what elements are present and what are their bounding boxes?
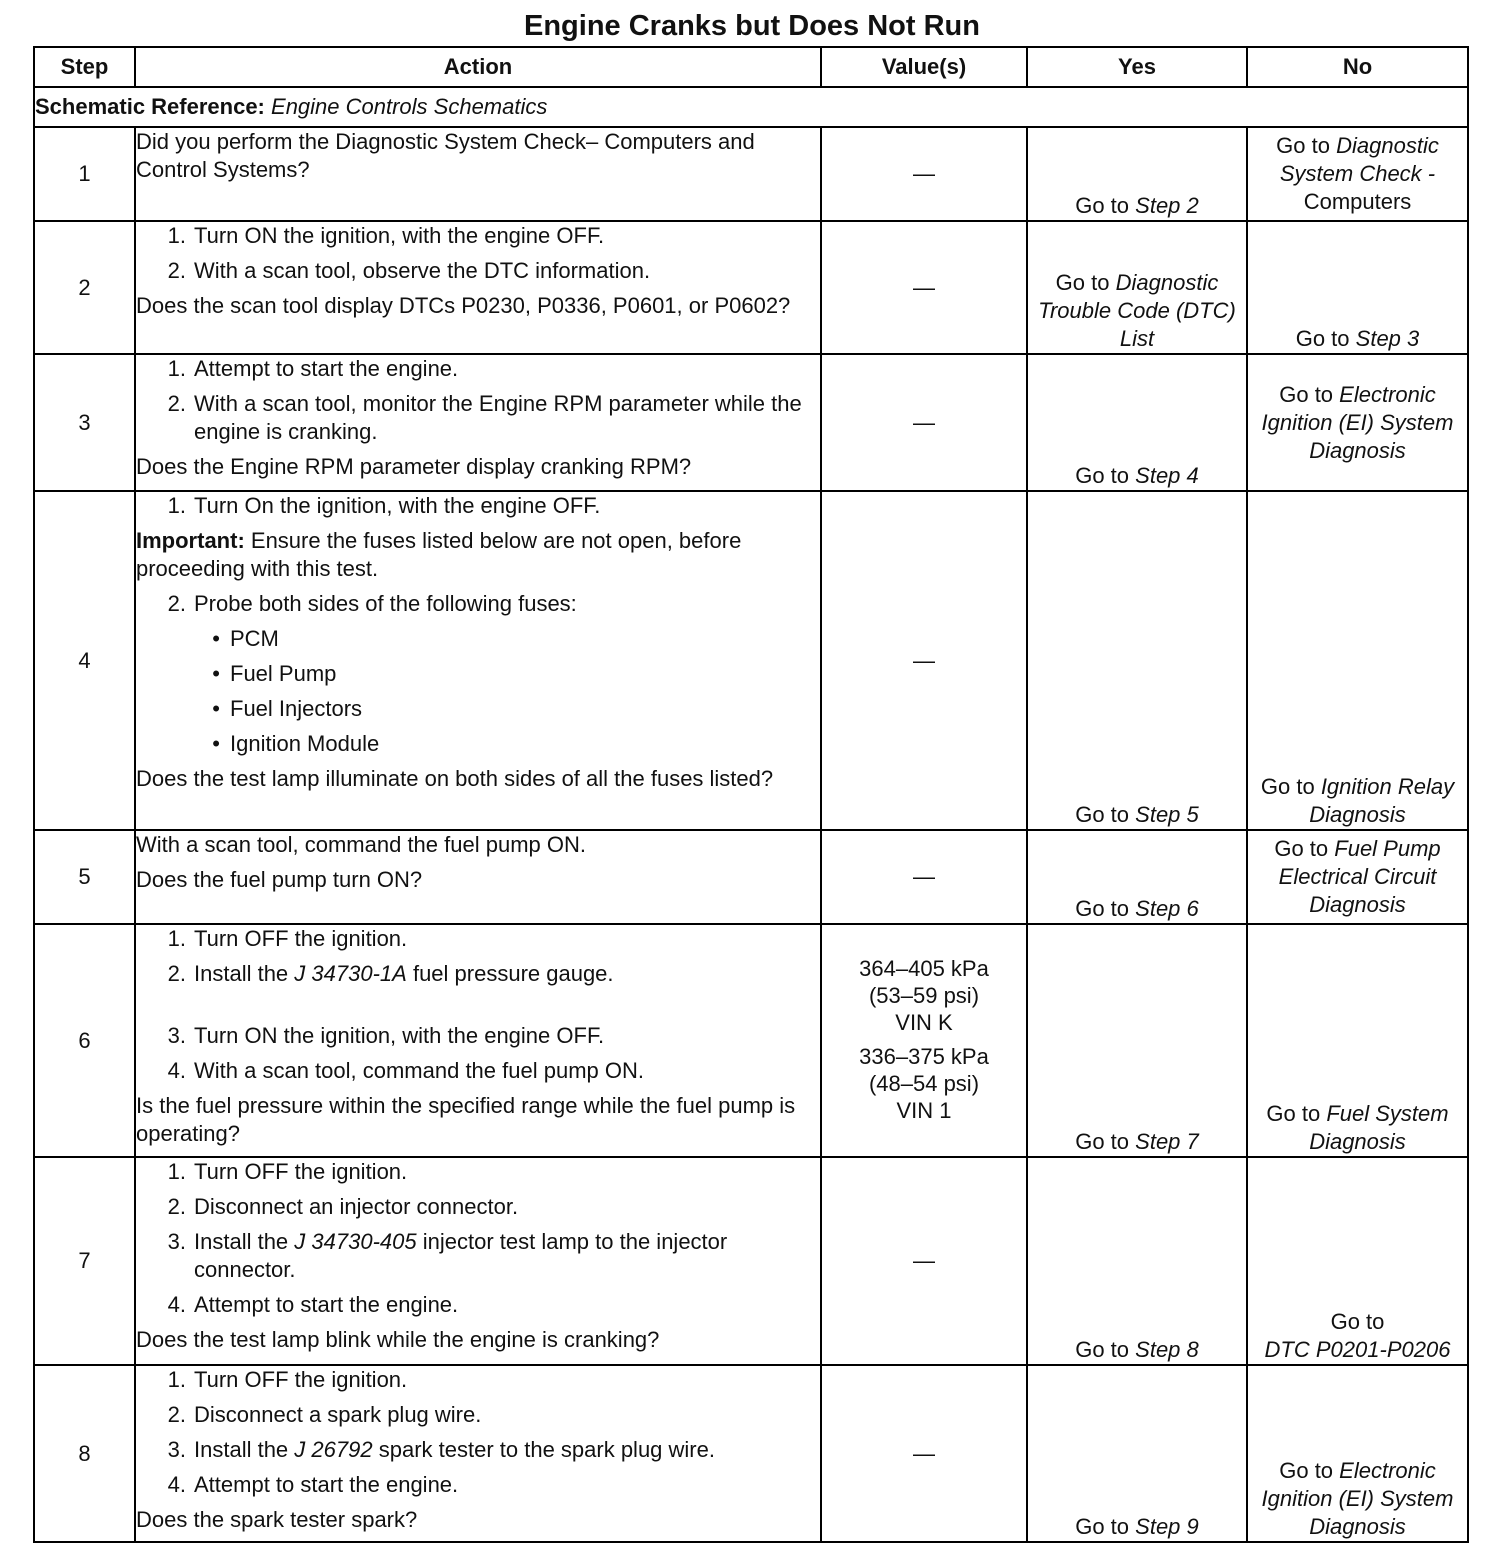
action-item: Install the — [194, 961, 289, 986]
action-question: Is the fuel pressure within the specified range while the fuel pump is operating? — [136, 1093, 796, 1146]
no-cell — [1247, 830, 1468, 924]
no-link[interactable]: DTC P0201-P0206 — [1264, 1337, 1451, 1362]
action-item: Install the — [194, 1437, 289, 1462]
no-cell — [1247, 127, 1468, 221]
action-question: Did you perform the Diagnostic System Check — [136, 129, 586, 154]
goto-text: Go to — [1075, 896, 1130, 921]
yes-cell — [1027, 354, 1247, 491]
no-cell — [1247, 1157, 1468, 1365]
action-item: Turn ON the ignition, with the engine OFF. — [194, 1023, 605, 1048]
table-row — [34, 221, 1468, 354]
yes-link[interactable]: Step 7 — [1135, 1129, 1199, 1154]
value-cell: — — [821, 830, 1027, 924]
table-row — [34, 924, 1468, 1157]
action-cell: 1. Attempt to start the engine. 2. With a scan tool, monitor the Engine RPM parameter while the engine is cranking. Does the Engine RPM parameter display cranking RPM? — [135, 354, 821, 491]
action-item-rest: fuel pressure gauge. — [412, 961, 614, 986]
action-cell: 1. Turn ON the ignition, with the engine OFF. 2. With a scan tool, observe the DTC information. Does the scan tool display DTCs P0230, P0336, P0601, or P0602? — [135, 221, 821, 354]
yes-link[interactable]: Step 8 — [1135, 1337, 1199, 1362]
action-question: Does the spark tester spark? — [136, 1507, 418, 1532]
fuse-item: PCM — [230, 626, 279, 651]
goto-text: Go to — [1330, 1309, 1385, 1334]
goto-text: Go to — [1075, 193, 1130, 218]
action-cell: 1. Turn OFF the ignition. 2. Install the J 34730-1A fuel pressure gauge. 3. Turn ON the ignition, with the engine OFF. 4. With a scan tool, command the fuel pump ON. Is the fuel pressure within the specified range while the fuel pump is operating? — [135, 924, 821, 1157]
value-cell — [821, 924, 1027, 1157]
step-number: 5 — [34, 830, 135, 924]
yes-link[interactable]: Step 9 — [1135, 1514, 1199, 1539]
goto-text: Go to — [1075, 1514, 1130, 1539]
action-cell — [135, 127, 821, 221]
yes-cell — [1027, 491, 1247, 830]
goto-text: Go to — [1075, 463, 1130, 488]
step-number: 3 — [34, 354, 135, 491]
schematic-row — [34, 87, 1468, 127]
action-question: Does the test lamp blink while the engine is cranking? — [136, 1327, 660, 1352]
no-link-rest: Computers — [1303, 189, 1412, 214]
action-item: Attempt to start the engine. — [194, 1472, 459, 1497]
step-number: 1 — [34, 127, 135, 221]
no-link[interactable]: Electronic Ignition (EI) System Diagnosis — [1261, 1458, 1454, 1539]
goto-text: Go to — [1260, 774, 1315, 799]
header-yes: Yes — [1027, 47, 1247, 87]
step-number: 7 — [34, 1157, 135, 1365]
action-item: With a scan tool, monitor the Engine RPM parameter while the engine is cranking. — [194, 391, 802, 444]
no-cell — [1247, 354, 1468, 491]
no-link[interactable]: Step 3 — [1355, 326, 1420, 351]
value-cell: — — [821, 354, 1027, 491]
yes-link[interactable]: Step 6 — [1135, 896, 1199, 921]
goto-text: Go to — [1055, 270, 1110, 295]
value-line: (48–54 psi) — [868, 1071, 980, 1096]
no-link[interactable]: Fuel System Diagnosis — [1309, 1101, 1449, 1154]
fuse-item: Fuel Pump — [230, 661, 337, 686]
no-link[interactable]: Electronic Ignition (EI) System Diagnosis — [1261, 381, 1454, 463]
table-row — [34, 830, 1468, 924]
value-line: VIN 1 — [896, 1098, 952, 1123]
action-item: With a scan tool, command the fuel pump ON. — [194, 1058, 644, 1083]
value-cell: — — [821, 127, 1027, 221]
action-question: Does the scan tool display DTCs P0230, P0336, P0601, or P0602? — [136, 293, 791, 318]
header-step: Step — [34, 47, 135, 87]
action-item: Disconnect an injector connector. — [194, 1194, 519, 1219]
value-line: 364–405 kPa — [859, 956, 989, 981]
no-cell — [1247, 491, 1468, 830]
action-item: With a scan tool, command the fuel pump ON. — [136, 832, 586, 857]
action-item: Turn ON the ignition, with the engine OFF. — [194, 223, 605, 248]
table-row — [34, 354, 1468, 491]
table-row — [34, 491, 1468, 830]
schematic-link[interactable]: Engine Controls Schematics — [271, 94, 548, 119]
action-item: Attempt to start the engine. — [194, 356, 459, 381]
value-line: 336–375 kPa — [859, 1044, 989, 1069]
action-question: Does the fuel pump turn ON? — [136, 867, 423, 892]
no-cell — [1247, 1365, 1468, 1542]
header-row — [34, 47, 1468, 87]
value-line: (53–59 psi) — [868, 983, 980, 1008]
action-item: Turn OFF the ignition. — [194, 1159, 408, 1184]
step-number: 8 — [34, 1365, 135, 1542]
header-no: No — [1247, 47, 1468, 87]
pressure-spec-vin-1 — [822, 1043, 1026, 1124]
fuse-item: Ignition Module — [230, 731, 380, 756]
page-title: Engine Cranks but Does Not Run — [524, 10, 980, 42]
header-action: Action — [135, 47, 821, 87]
yes-cell — [1027, 1157, 1247, 1365]
step-number: 2 — [34, 221, 135, 354]
action-item: Turn OFF the ignition. — [194, 1367, 408, 1392]
goto-text: Go to — [1279, 1458, 1334, 1483]
action-item-rest: injector test lamp to the injector connector. — [194, 1229, 728, 1282]
pressure-spec-vin-k — [822, 955, 1026, 1036]
goto-text: Go to — [1295, 326, 1350, 351]
yes-cell — [1027, 1365, 1247, 1542]
tool-number: J 26792 — [294, 1437, 373, 1462]
value-cell: — — [821, 221, 1027, 354]
action-item: Turn OFF the ignition. — [194, 926, 408, 951]
important-label: Important: — [136, 528, 245, 553]
yes-cell — [1027, 924, 1247, 1157]
action-item: Probe both sides of the following fuses: — [194, 591, 577, 616]
yes-cell — [1027, 221, 1247, 354]
goto-text: Go to — [1075, 802, 1130, 827]
no-link[interactable]: Ignition Relay Diagnosis — [1309, 774, 1455, 827]
yes-link[interactable]: Step 5 — [1135, 802, 1199, 827]
no-link[interactable]: Diagnostic System Check - — [1279, 133, 1439, 186]
schematic-label: Schematic Reference: — [35, 94, 265, 119]
goto-text: Go to — [1276, 133, 1330, 158]
goto-text: Go to — [1075, 1337, 1130, 1362]
action-cell: 1. Turn On the ignition, with the engine OFF. Important: Ensure the fuses listed below are not open, before proceeding with this test. 2. Probe both sides of the following fuses: • PCM • Fuel Pump • Fuel Injectors • Ignition Module Does the test lamp illuminate on both sides of all the fuses listed? — [135, 491, 821, 830]
action-cell: 1. Turn OFF the ignition. 2. Disconnect an injector connector. 3. Install the J 34730-405 injector test lamp to the injector connector. 4. Attempt to start the engine. Does the test lamp blink while the engine is cranking? — [135, 1157, 821, 1365]
yes-link[interactable]: Step 2 — [1135, 193, 1199, 218]
tool-number: J 34730-405 — [294, 1229, 417, 1254]
tool-number: J 34730-1A — [294, 961, 407, 986]
table-row — [34, 1365, 1468, 1542]
goto-text: Go to — [1075, 1129, 1130, 1154]
table-row — [34, 1157, 1468, 1365]
goto-text: Go to — [1279, 381, 1334, 407]
action-item-rest: spark tester to the spark plug wire. — [378, 1437, 715, 1462]
action-question-rest: – Computers and Control Systems? — [136, 129, 755, 182]
diagnostic-table — [33, 46, 1469, 1543]
action-cell: 1. Turn OFF the ignition. 2. Disconnect a spark plug wire. 3. Install the J 26792 spark tester to the spark plug wire. 4. Attempt to start the engine. Does the spark tester spark? — [135, 1365, 821, 1542]
action-question: Does the test lamp illuminate on both sides of all the fuses listed? — [136, 766, 774, 791]
step-number: 6 — [34, 924, 135, 1157]
value-line: VIN K — [895, 1010, 953, 1035]
important-text: Ensure the fuses listed below are not open, before proceeding with this test. — [136, 528, 742, 581]
yes-link[interactable]: Step 4 — [1135, 463, 1199, 488]
action-item: Attempt to start the engine. — [194, 1292, 459, 1317]
value-cell: — — [821, 491, 1027, 830]
action-item: With a scan tool, observe the DTC information. — [194, 258, 651, 283]
value-cell: — — [821, 1365, 1027, 1542]
goto-text: Go to — [1266, 1101, 1321, 1126]
no-cell — [1247, 221, 1468, 354]
yes-cell — [1027, 830, 1247, 924]
fuse-item: Fuel Injectors — [230, 696, 363, 721]
action-item: Install the — [194, 1229, 289, 1254]
value-cell: — — [821, 1157, 1027, 1365]
no-cell — [1247, 924, 1468, 1157]
no-link[interactable]: Fuel Pump Electrical Circuit Diagnosis — [1278, 836, 1441, 917]
yes-link[interactable]: Diagnostic Trouble Code (DTC) List — [1038, 270, 1236, 351]
yes-cell — [1027, 127, 1247, 221]
table-row — [34, 127, 1468, 221]
action-question: Does the Engine RPM parameter display cranking RPM? — [136, 454, 692, 479]
action-item: Disconnect a spark plug wire. — [194, 1402, 482, 1427]
header-values: Value(s) — [821, 47, 1027, 87]
action-item: Turn On the ignition, with the engine OFF. — [194, 493, 601, 518]
action-cell — [135, 830, 821, 924]
goto-text: Go to — [1274, 836, 1329, 861]
step-number: 4 — [34, 491, 135, 830]
